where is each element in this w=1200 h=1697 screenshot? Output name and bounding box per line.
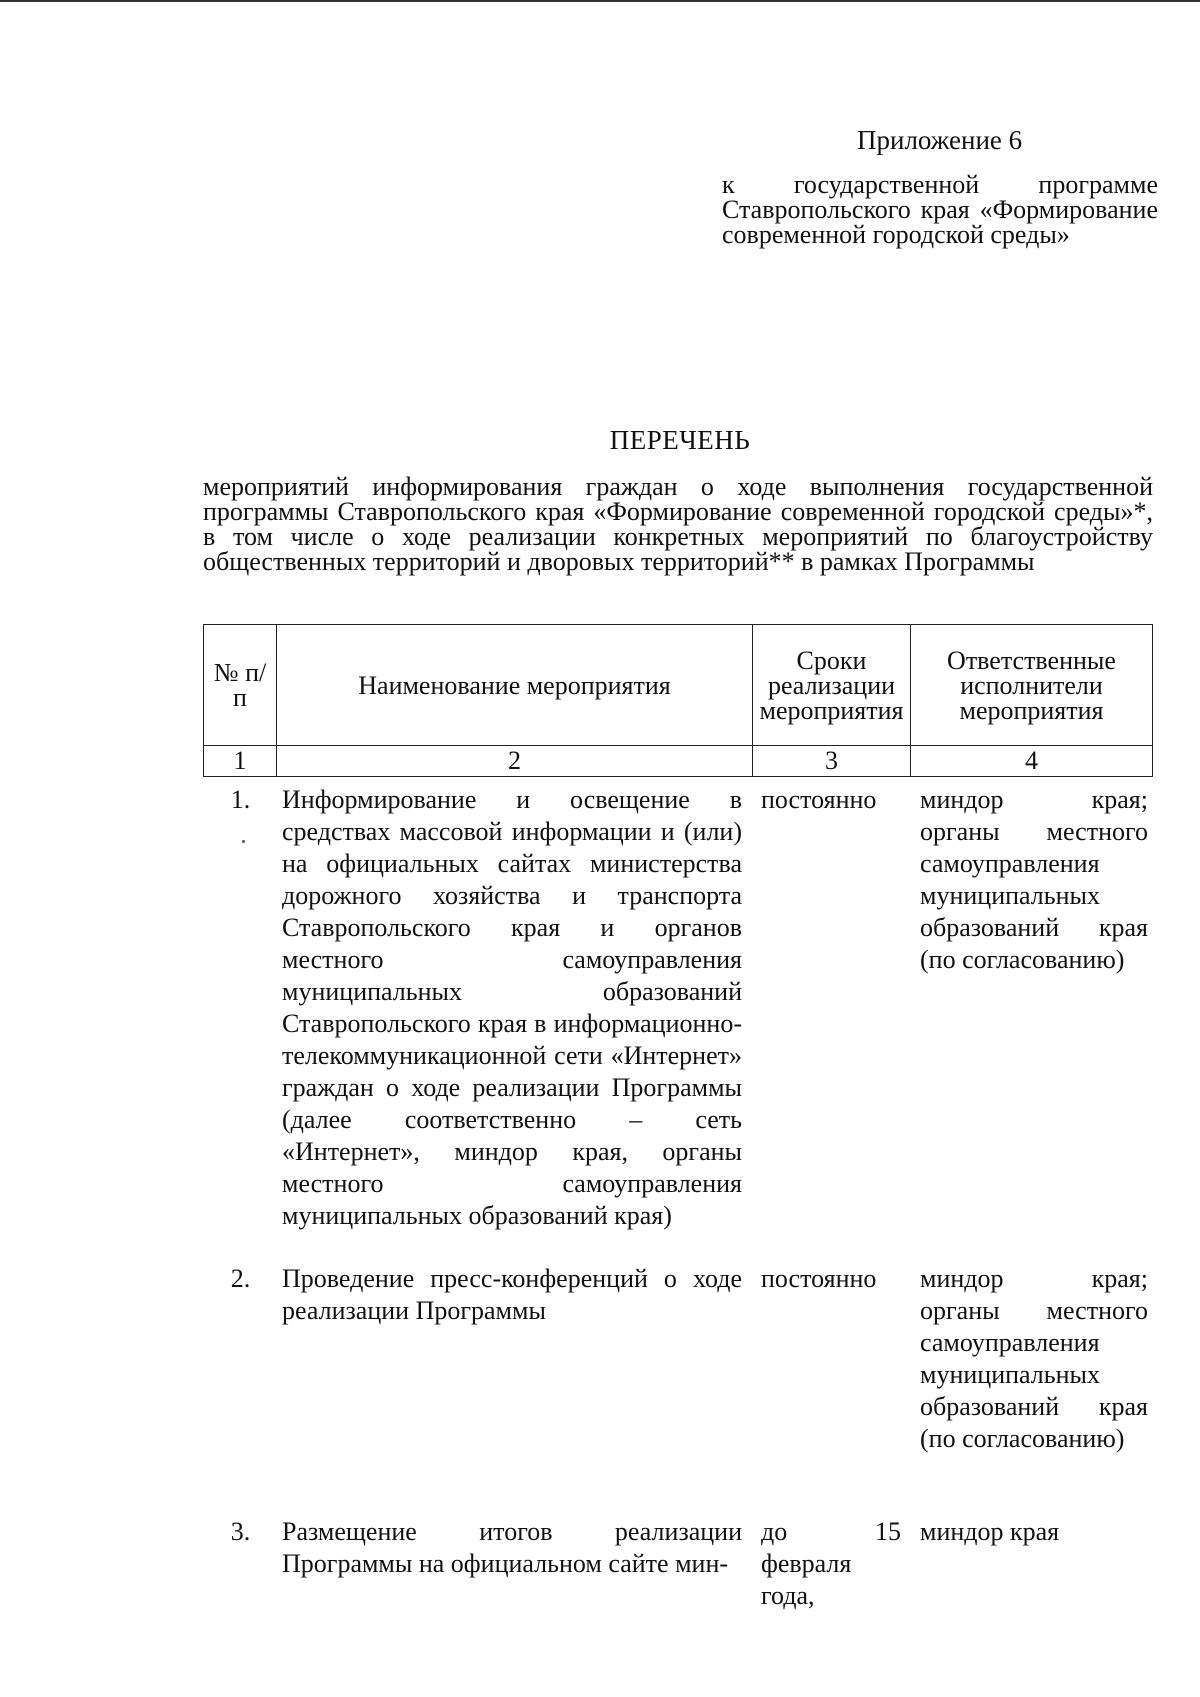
document-title: ПЕРЕЧЕНЬ <box>609 425 751 455</box>
row-number: 3. <box>230 1517 251 1546</box>
column-number: 2 <box>277 746 753 777</box>
row-name: Размещение итогов реализации Программы на официальном сайте мин- <box>282 1517 742 1578</box>
row-name: Информирование и освещение в средствах массовой информации и (или) на официальных сайтах министерства дорожного хозяйства и транспорта Ставропольского края и органов местного самоуправления муниципальных образований Ставропольского края в информационно-телекоммуникационной сети «Интернет» граждан о ходе реализации Программы (далее соответственно – сеть «Интернет», миндор края, органы местного самоуправления муниципальных образований края) <box>282 785 742 1230</box>
header-row <box>204 625 1153 746</box>
column-number: 3 <box>753 746 911 777</box>
annex-reference: к государственной программе Ставропольского края «Формирование современной городской среды» <box>722 170 1158 249</box>
row-executors: миндор края <box>920 1517 1060 1546</box>
table-header <box>203 624 1153 777</box>
row-executors: миндор края; органы местного самоуправления муниципальных образований края (по согласованию) <box>920 1264 1148 1453</box>
header-number: № п/п <box>204 625 277 746</box>
row-term: до 15 февраля года, <box>761 1517 901 1610</box>
page-top-border <box>0 0 1200 2</box>
header-name: Наименование мероприятия <box>277 625 753 746</box>
column-number-row <box>204 746 1153 777</box>
annex-block <box>722 124 1158 247</box>
column-number: 4 <box>911 746 1153 777</box>
row-number: 2. <box>230 1264 251 1293</box>
row-term: постоянно <box>761 785 877 814</box>
header-term: Сроки реализации мероприятия <box>753 625 911 746</box>
column-number: 1 <box>204 746 277 777</box>
row-executors: миндор края; органы местного самоуправления муниципальных образований края (по согласованию) <box>920 785 1148 974</box>
annex-title: Приложение 6 <box>857 125 1023 155</box>
header-executors: Ответственные исполнители мероприятия <box>911 625 1153 746</box>
scan-dot <box>242 840 245 843</box>
row-term: постоянно <box>761 1264 877 1293</box>
row-name: Проведение пресс-конференций о ходе реализации Программы <box>282 1264 742 1325</box>
row-number: 1. <box>230 785 251 814</box>
document-subtitle: мероприятий информирования граждан о ходе выполнения государственной программы Ставропольского края «Формирование современной городской среды»*, в том числе о ходе реализации конкретных мероприятий по благоустройству общественных территорий и дворовых территорий** в рамках Программы <box>203 472 1153 576</box>
